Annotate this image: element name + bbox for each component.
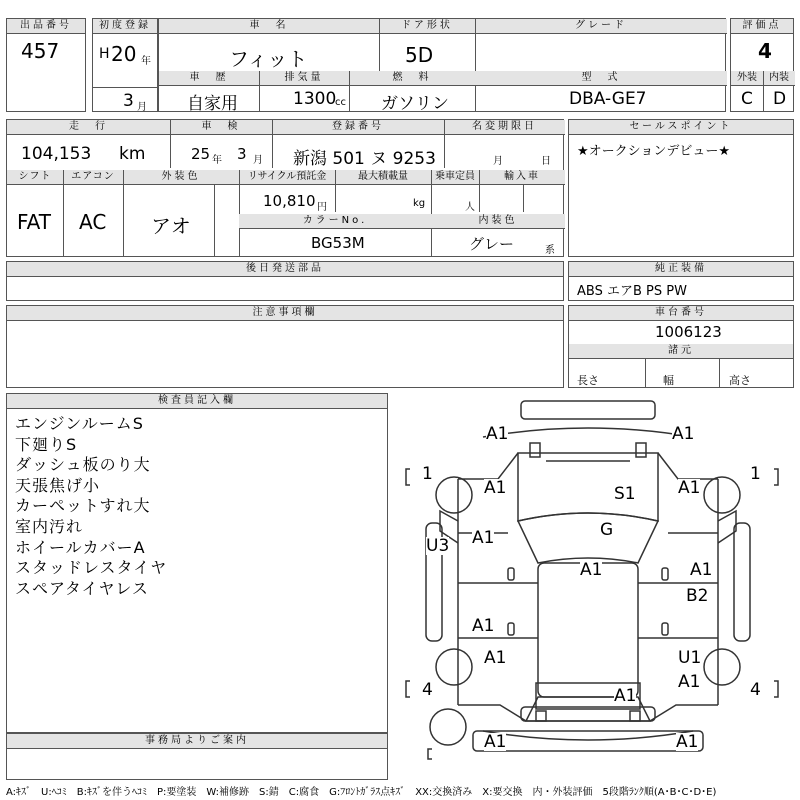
equipment-label: 純正装備 — [569, 262, 793, 277]
car-name: フィット — [229, 47, 308, 71]
inspector-note: エンジンルームS — [15, 414, 144, 433]
change-day-unit: 日 — [541, 156, 551, 167]
height-label: 高さ — [729, 374, 751, 387]
label-door-rr: A1 — [690, 560, 713, 580]
chassis-label: 車台番号 — [569, 306, 793, 321]
recycle-unit: 円 — [317, 202, 327, 213]
label-fender-l: A1 — [484, 478, 507, 498]
interior-color-label: 内装色 — [431, 214, 565, 229]
inspector-note: 室内汚れ — [15, 516, 84, 536]
insp-month-unit: 月 — [253, 155, 263, 166]
label-qtr-r1: U1 — [678, 648, 702, 668]
car-damage-diagram — [388, 393, 794, 780]
ac-value: AC — [79, 210, 107, 234]
mileage-unit: km — [119, 144, 146, 164]
label-door-rr2: B2 — [686, 586, 709, 606]
label-front-left: A1 — [486, 424, 509, 444]
reg-month: 3 — [123, 91, 134, 111]
inspector-notes-box — [6, 393, 388, 733]
label-door-rl: A1 — [472, 616, 495, 636]
car-name-label: 車 名 — [159, 19, 379, 34]
ac-label: エアコン — [63, 170, 123, 185]
sales-point-box — [568, 119, 794, 257]
lot-number-value: 457 — [21, 39, 60, 63]
first-registration-label: 初度登録 — [93, 19, 157, 34]
color-no-value: BG53M — [311, 234, 365, 252]
chassis-value: 1006123 — [655, 323, 722, 341]
recycle-value: 10,810 — [263, 192, 316, 210]
notes-label: 注意事項欄 — [7, 306, 563, 321]
damage-legend: A:ｷｽﾞ U:ﾍｺﾐ B:ｷｽﾞを伴うﾍｺﾐ P:要塗装 W:補修跡 S:錆 C:腐食 G:ﾌﾛﾝﾄｶﾞﾗｽ点ｷｽﾞ XX:交換済み X:要交換 内・外装評価 5段階ﾗﾝｸ順(A･B･C･D･E) — [6, 787, 717, 798]
inspector-note: カーペットすれ大 — [15, 496, 151, 516]
inspection-label: 車 検 — [170, 120, 272, 135]
door-type: 5D — [405, 43, 434, 67]
chassis-box — [568, 305, 794, 388]
capacity-label: 乗車定員 — [431, 170, 479, 185]
displacement-label: 排気量 — [259, 71, 349, 86]
interior-color-value: グレー — [469, 235, 515, 253]
length-label: 長さ — [577, 374, 599, 387]
shift-value: FAT — [17, 210, 52, 234]
interior-color-unit: 系 — [545, 245, 555, 256]
int-grade: D — [773, 89, 787, 109]
vehicle-info-box — [158, 18, 726, 112]
history-label: 車 歴 — [159, 71, 259, 86]
notes-box — [6, 305, 564, 388]
first-registration-box — [92, 18, 158, 112]
mileage-value: 104,153 — [21, 144, 92, 164]
label-fender-r: A1 — [678, 478, 701, 498]
shift-label: シフト — [7, 170, 63, 185]
displacement-value: 1300 — [293, 89, 337, 109]
insp-year-unit: 年 — [212, 155, 222, 166]
change-month-unit: 月 — [493, 156, 503, 167]
label-front-right: A1 — [672, 424, 695, 444]
mileage-label: 走 行 — [7, 120, 170, 135]
color-no-label: カラーNo. — [239, 214, 431, 229]
door-label: ドア形状 — [379, 19, 475, 34]
sales-point-label: セールスポイント — [569, 120, 793, 135]
office-notice-box — [6, 733, 388, 780]
reg-no-label: 登録番号 — [272, 120, 444, 135]
label-windshield: G — [600, 520, 614, 540]
grade-label: グレード — [475, 19, 727, 34]
model-label: 型 式 — [475, 71, 727, 86]
inspector-note: スタッドレスタイヤ — [15, 558, 168, 578]
max-load-label: 最大積載量 — [335, 170, 431, 185]
score-value: 4 — [758, 39, 772, 63]
capacity-unit: 人 — [465, 202, 475, 213]
sales-point-text: ★オークションデビュー★ — [577, 144, 731, 159]
equipment-text: ABS エアB PS PW — [577, 284, 687, 299]
import-label: 輸入車 — [479, 170, 565, 185]
inspector-note: 下廻りS — [15, 434, 78, 454]
inspector-note: 天張焦げ小 — [15, 475, 101, 495]
label-door-fl: A1 — [472, 528, 495, 548]
later-parts-label: 後日発送部品 — [7, 262, 563, 277]
label-tire-rl: 4 — [422, 680, 433, 700]
label-rear-left: A1 — [484, 732, 507, 752]
history-value: 自家用 — [187, 94, 238, 114]
equipment-box — [568, 261, 794, 301]
label-tire-rr: 4 — [750, 680, 761, 700]
ext-grade: C — [741, 89, 753, 109]
reg-no-value: 新潟 501 ヌ 9253 — [293, 149, 436, 169]
color-label: 外装色 — [123, 170, 239, 185]
label-hood: S1 — [614, 484, 636, 504]
max-load-unit: kg — [413, 198, 426, 209]
label-qtr-l: A1 — [484, 648, 507, 668]
car-outline — [388, 393, 794, 780]
label-tire-fl: 1 — [422, 464, 433, 484]
label-step-l: U3 — [426, 536, 450, 556]
era: H — [99, 46, 110, 62]
label-qtr-r2: A1 — [678, 672, 701, 692]
lot-number-label: 出品番号 — [7, 19, 85, 34]
later-parts-box — [6, 261, 564, 301]
inspector-note: スペアタイヤレス — [15, 578, 149, 598]
recycle-label: リサイクル預託金 — [239, 170, 335, 185]
inspector-note: ダッシュ板のり大 — [15, 455, 151, 475]
ext-grade-label: 外装 — [731, 71, 763, 86]
model-value: DBA-GE7 — [569, 89, 647, 109]
reg-year-unit: 年 — [141, 56, 151, 67]
reg-year: 20 — [111, 42, 137, 66]
score-box — [730, 18, 794, 112]
label-tire-fr: 1 — [750, 464, 761, 484]
label-trunk: A1 — [614, 686, 637, 706]
score-label: 評価点 — [731, 19, 793, 34]
mileage-block — [6, 119, 564, 257]
office-notice-label: 事務局よりご案内 — [7, 734, 387, 749]
specs-label: 諸元 — [569, 344, 793, 359]
width-label: 幅 — [663, 374, 674, 387]
change-deadline-label: 名変期限日 — [444, 120, 565, 135]
insp-month: 3 — [237, 145, 247, 163]
int-grade-label: 内装 — [763, 71, 795, 86]
lot-number-box — [6, 18, 86, 112]
label-roof: A1 — [580, 560, 603, 580]
inspector-note: ホイールカバーA — [15, 537, 146, 557]
color-value: アオ — [151, 214, 191, 238]
fuel-value: ガソリン — [381, 94, 449, 114]
displacement-unit: cc — [335, 97, 346, 108]
fuel-label: 燃 料 — [349, 71, 475, 86]
inspector-notes-label: 検査員記入欄 — [7, 394, 387, 409]
insp-year: 25 — [191, 145, 211, 163]
label-rear-right: A1 — [676, 732, 699, 752]
reg-month-unit: 月 — [137, 102, 147, 113]
